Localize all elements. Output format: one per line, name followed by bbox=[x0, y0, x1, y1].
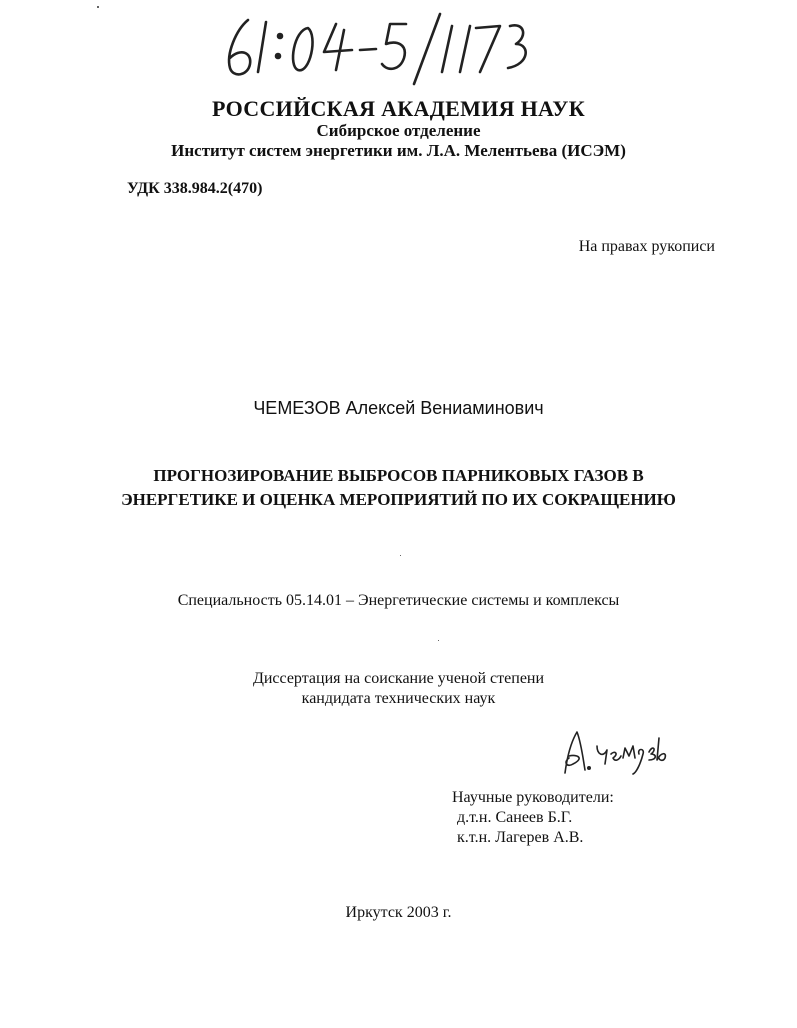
supervisors-label: Научные руководители: bbox=[452, 789, 614, 806]
scan-speck bbox=[438, 640, 439, 641]
dissertation-title-line: ПРОГНОЗИРОВАНИЕ ВЫБРОСОВ ПАРНИКОВЫХ ГАЗОВ В bbox=[153, 466, 644, 485]
institute-name: Институт систем энергетики им. Л.А. Мелентьева (ИСЭМ) bbox=[171, 141, 626, 160]
udc-code: УДК 338.984.2(470) bbox=[127, 180, 263, 197]
supervisor-name: к.т.н. Лагерев А.В. bbox=[457, 829, 584, 846]
branch-name: Сибирское отделение bbox=[316, 121, 481, 140]
dissertation-title-line: ЭНЕРГЕТИКЕ И ОЦЕНКА МЕРОПРИЯТИЙ ПО ИХ СОКРАЩЕНИЮ bbox=[121, 490, 676, 509]
supervisor-name: д.т.н. Санеев Б.Г. bbox=[457, 809, 573, 826]
rights-notice: На правах рукописи bbox=[578, 238, 715, 255]
author-signature bbox=[553, 718, 678, 778]
city-year: Иркутск 2003 г. bbox=[345, 904, 452, 921]
handwritten-archive-number bbox=[218, 6, 538, 88]
scan-speck bbox=[97, 6, 99, 8]
author-name: ЧЕМЕЗОВ Алексей Вениаминович bbox=[253, 398, 544, 418]
specialty: Специальность 05.14.01 – Энергетические системы и комплексы bbox=[177, 592, 620, 609]
academy-name: РОССИЙСКАЯ АКАДЕМИЯ НАУК bbox=[212, 96, 585, 121]
scan-speck bbox=[400, 555, 401, 556]
degree-statement: кандидата технических наук bbox=[301, 690, 496, 707]
degree-statement: Диссертация на соискание ученой степени bbox=[252, 670, 545, 687]
